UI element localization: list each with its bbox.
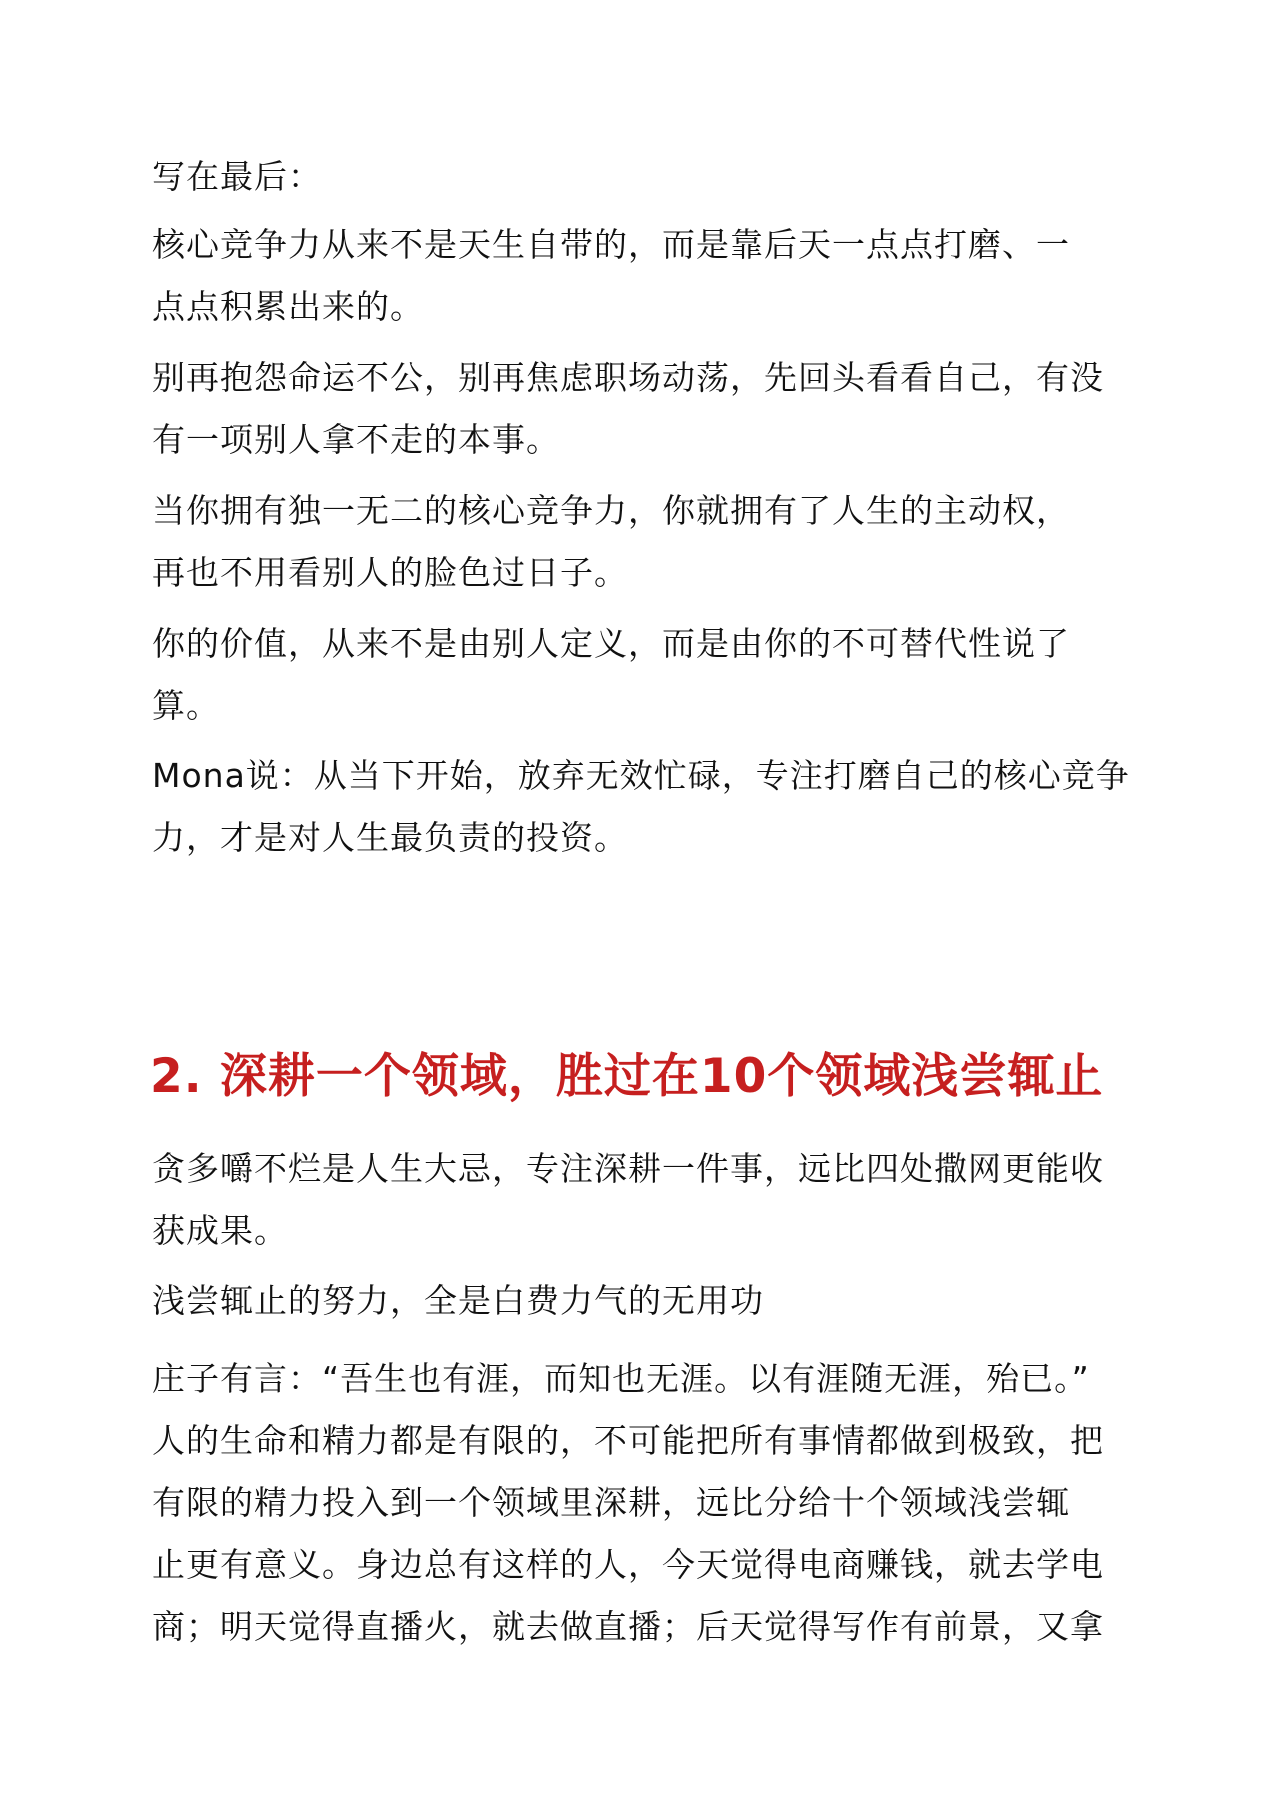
- paragraph-line: Mona说：从当下开始，放弃无效忙碌，专注打磨自己的核心竞争: [152, 756, 1130, 795]
- paragraph-line: 再也不用看别人的脸色过日子。: [152, 553, 628, 592]
- paragraph-line: 商；明天觉得直播火，就去做直播；后天觉得写作有前景，又拿: [152, 1607, 1104, 1646]
- paragraph-mona-says: [152, 745, 1152, 869]
- closing-label: [152, 146, 1152, 208]
- paragraph-line: 点点积累出来的。: [152, 287, 424, 326]
- paragraph-line: 当你拥有独一无二的核心竞争力，你就拥有了人生的主动权，: [152, 491, 1070, 530]
- subheading-text: 浅尝辄止的努力，全是白费力气的无用功: [152, 1281, 764, 1320]
- paragraph-core-competence: [152, 214, 1152, 338]
- paragraph-initiative: [152, 480, 1152, 604]
- paragraph-line: 止更有意义。身边总有这样的人，今天觉得电商赚钱，就去学电: [152, 1545, 1104, 1584]
- paragraph-value: [152, 613, 1152, 737]
- paragraph-line: 你的价值，从来不是由别人定义，而是由你的不可替代性说了: [152, 624, 1070, 663]
- paragraph-line: 贪多嚼不烂是人生大忌，专注深耕一件事，远比四处撒网更能收: [152, 1149, 1104, 1188]
- subheading: [152, 1270, 1152, 1332]
- paragraph-line: 别再抱怨命运不公，别再焦虑职场动荡，先回头看看自己，有没: [152, 358, 1104, 397]
- paragraph-line: 算。: [152, 686, 220, 725]
- paragraph-line: 获成果。: [152, 1211, 288, 1250]
- paragraph-line: 核心竞争力从来不是天生自带的，而是靠后天一点点打磨、一: [152, 225, 1070, 264]
- paragraph-line: 力，才是对人生最负责的投资。: [152, 818, 628, 857]
- paragraph-line: 庄子有言：“吾生也有涯，而知也无涯。以有涯随无涯，殆已。”: [152, 1359, 1090, 1398]
- paragraph-line: 有一项别人拿不走的本事。: [152, 420, 560, 459]
- section-heading: 2. 深耕一个领域，胜过在10个领域浅尝辄止: [150, 1049, 1104, 1104]
- paragraph-line: 人的生命和精力都是有限的，不可能把所有事情都做到极致，把: [152, 1421, 1104, 1460]
- paragraph-stop-complaining: [152, 347, 1152, 471]
- paragraph-zhuangzi: [152, 1348, 1152, 1658]
- closing-label-text: 写在最后：: [152, 157, 322, 196]
- paragraph-intro: [152, 1138, 1152, 1262]
- paragraph-line: 有限的精力投入到一个领域里深耕，远比分给十个领域浅尝辄: [152, 1483, 1070, 1522]
